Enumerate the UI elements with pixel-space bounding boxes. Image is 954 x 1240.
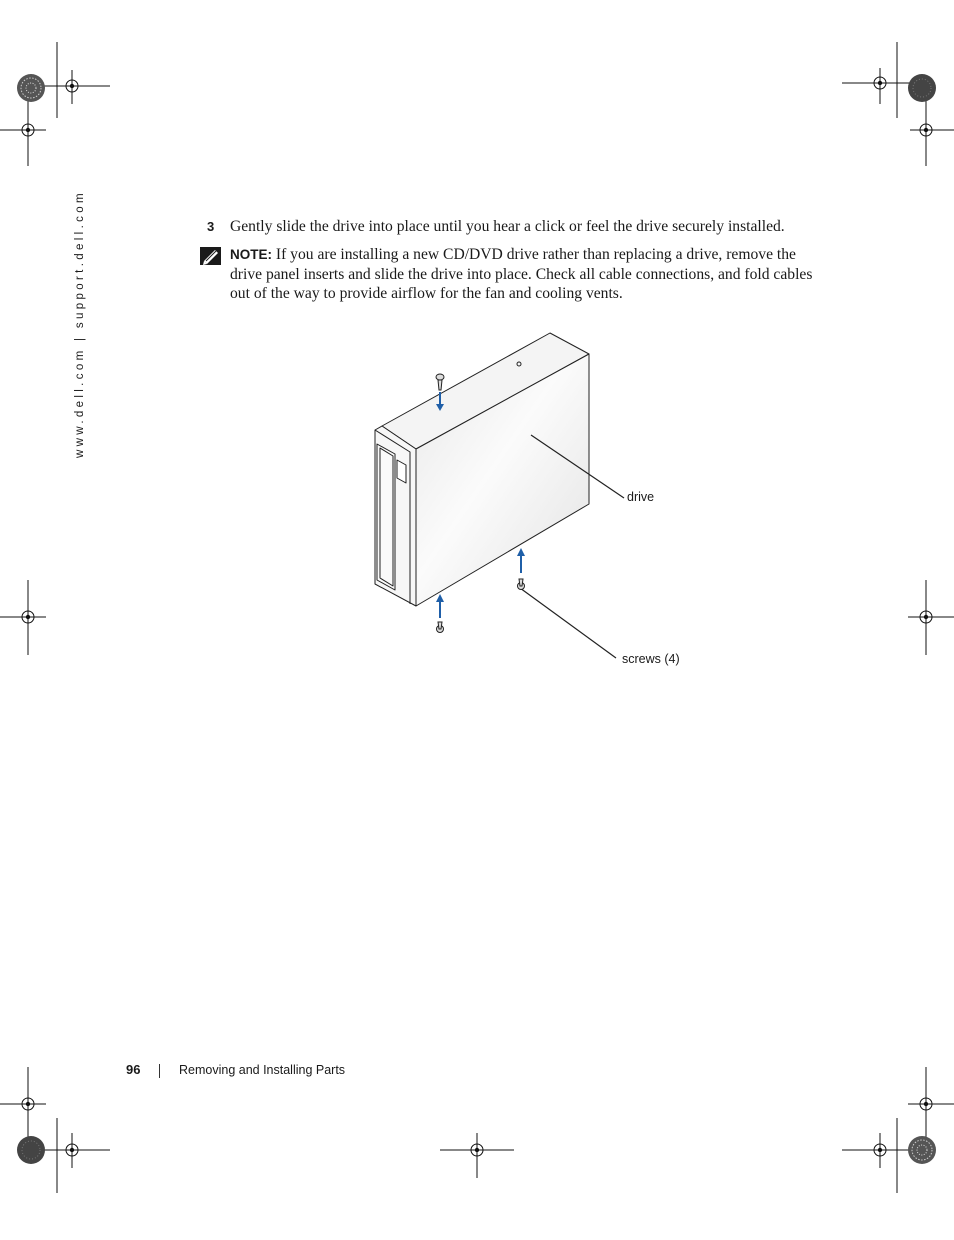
step-text: Gently slide the drive into place until you hear a click or feel the drive securely installed. <box>230 218 785 235</box>
note-label: NOTE: <box>230 247 272 262</box>
footer-separator <box>159 1064 160 1078</box>
screws-callout-label: screws (4) <box>622 652 680 666</box>
step-number: 3 <box>207 219 215 234</box>
side-url-text: www.dell.com | support.dell.com <box>74 190 86 458</box>
drive-callout-label: drive <box>627 490 655 504</box>
page-number: 96 <box>126 1062 141 1077</box>
footer-section-title: Removing and Installing Parts <box>179 1063 346 1077</box>
note-text: If you are installing a new CD/DVD drive rather than replacing a drive, remove the drive panel inserts and slide the drive into place. Check all cable connections, and fold cables out of the way to provide airflow for the fan and cooling vents. <box>230 246 813 302</box>
pencil-note-icon <box>200 246 222 266</box>
note-block <box>230 245 822 304</box>
